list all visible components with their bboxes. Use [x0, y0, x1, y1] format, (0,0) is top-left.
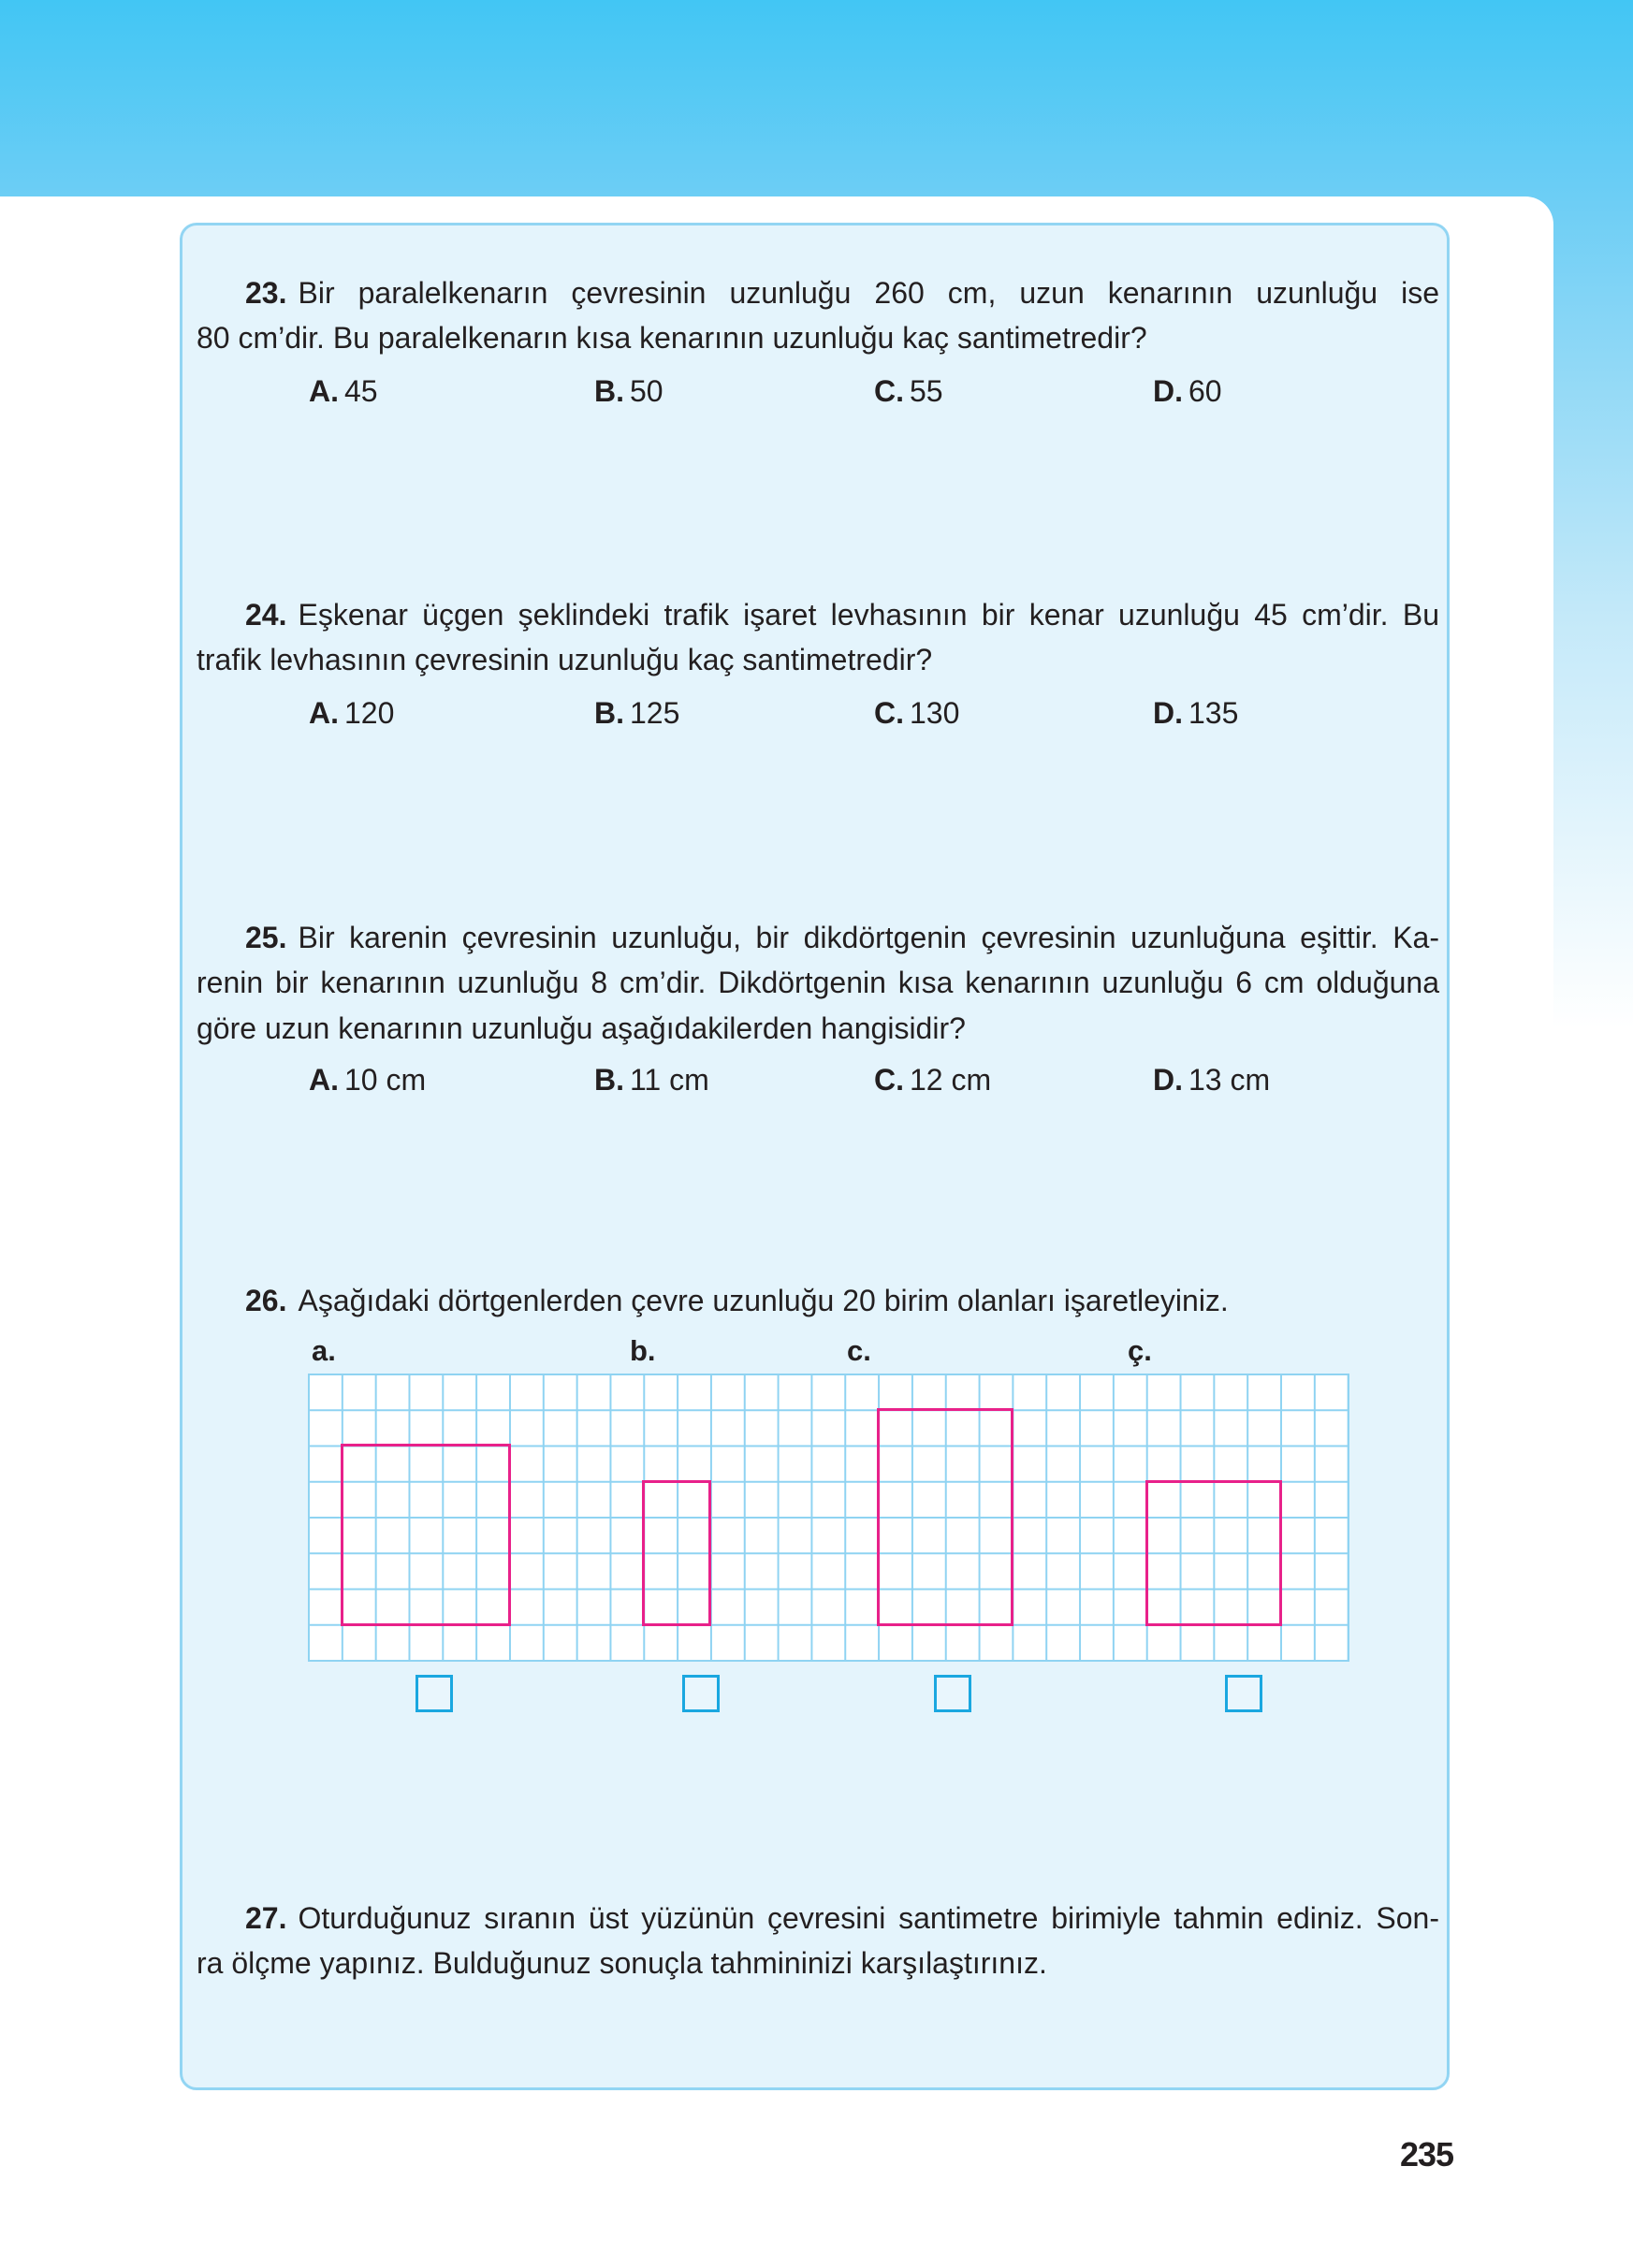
checkbox-b[interactable]	[682, 1675, 720, 1712]
checkbox-a[interactable]	[416, 1675, 453, 1712]
rectangle-b	[642, 1480, 711, 1626]
question-text-line: 24. Eşkenar üçgen şeklindeki trafik işaret levhasının bir kenar uzunluğu 45 cm’dir. Bu	[245, 598, 1439, 632]
question-text-line: renin bir kenarının uzunluğu 8 cm’dir. Dikdörtgenin kısa kenarının uzunluğu 6 cm olduğuna	[197, 966, 1439, 999]
page-number: 235	[1400, 2135, 1454, 2174]
option-d[interactable]: D. 135	[1153, 696, 1239, 730]
option-d[interactable]: D. 13 cm	[1153, 1063, 1271, 1097]
square-grid	[308, 1374, 1349, 1662]
option-b[interactable]: B. 125	[594, 696, 680, 730]
shape-label-c-cedilla: ç.	[1128, 1334, 1152, 1367]
rectangle-c	[877, 1408, 1013, 1626]
question-text-line: 25. Bir karenin çevresinin uzunluğu, bir dikdörtgenin çevresinin uzunluğuna eşittir. Ka-	[245, 921, 1439, 954]
question-number: 23.	[245, 276, 287, 310]
question-number: 24.	[245, 598, 287, 632]
option-a[interactable]: A. 10 cm	[309, 1063, 427, 1097]
option-b[interactable]: B. 11 cm	[594, 1063, 709, 1097]
checkbox-c[interactable]	[934, 1675, 971, 1712]
exercise-card	[180, 223, 1450, 2090]
shape-label-c: c.	[847, 1334, 871, 1367]
option-d[interactable]: D. 60	[1153, 374, 1222, 408]
question-number: 27.	[245, 1901, 287, 1935]
question-number: 26.	[245, 1284, 287, 1317]
checkbox-c-cedilla[interactable]	[1225, 1675, 1262, 1712]
rectangle-c-cedilla	[1145, 1480, 1282, 1626]
shape-label-a: a.	[312, 1334, 336, 1367]
question-text-line: trafik levhasının çevresinin uzunluğu kaç santimetredir?	[197, 643, 933, 676]
option-c[interactable]: C. 55	[874, 374, 943, 408]
question-text-line: göre uzun kenarının uzunluğu aşağıdakilerden hangisidir?	[197, 1011, 966, 1045]
question-text-line: ra ölçme yapınız. Bulduğunuz sonuçla tahmininizi karşılaştırınız.	[197, 1946, 1047, 1980]
question-text-line: 80 cm’dir. Bu paralelkenarın kısa kenarının uzunluğu kaç santimetredir?	[197, 321, 1147, 355]
shape-label-b: b.	[630, 1334, 656, 1367]
option-a[interactable]: A. 120	[309, 696, 395, 730]
question-text-line: 26. Aşağıdaki dörtgenlerden çevre uzunluğu 20 birim olanları işaretleyiniz.	[245, 1284, 1229, 1317]
question-number: 25.	[245, 921, 287, 954]
option-c[interactable]: C. 12 cm	[874, 1063, 992, 1097]
question-text-line: 23. Bir paralelkenarın çevresinin uzunluğu 260 cm, uzun kenarının uzunluğu ise	[245, 276, 1439, 310]
option-c[interactable]: C. 130	[874, 696, 960, 730]
question-text-line: 27. Oturduğunuz sıranın üst yüzünün çevresini santimetre birimiyle tahmin ediniz. Son-	[245, 1901, 1439, 1935]
option-b[interactable]: B. 50	[594, 374, 663, 408]
rectangle-a	[341, 1444, 511, 1626]
option-a[interactable]: A. 45	[309, 374, 378, 408]
